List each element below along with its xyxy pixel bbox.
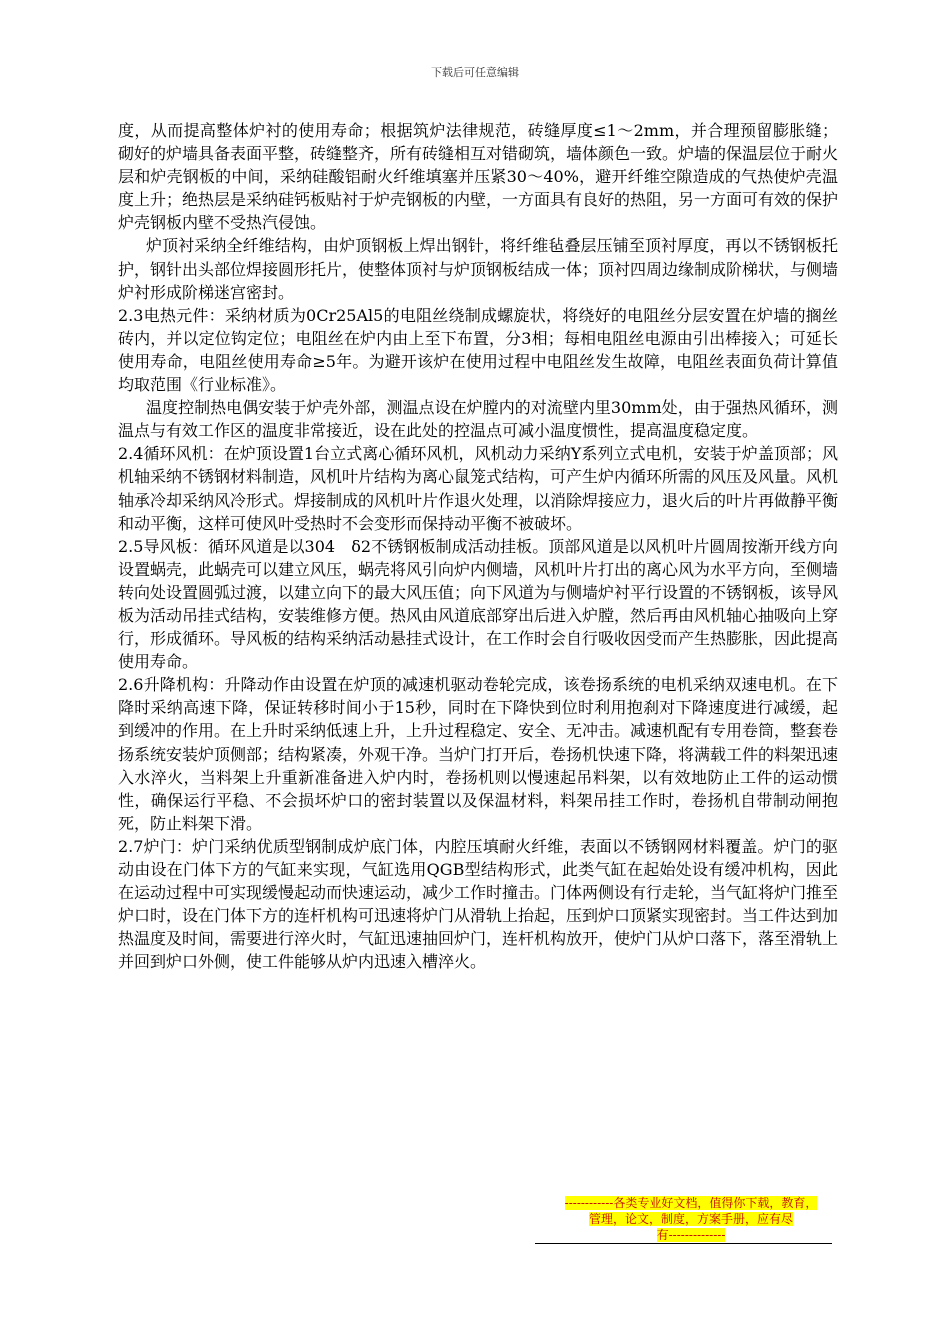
footer-divider	[535, 1243, 832, 1244]
paragraph-2-7-furnace-door: 2.7炉门：炉门采纳优质型钢制成炉底门体，内腔压填耐火纤维，表面以不锈钢网材料覆盖。炉门的驱动由设在门体下方的气缸来实现，气缸选用QGB型结构形式，此类气缸在起始处设有缓冲机构，因此在运动过程中可实现缓慢起动而快速运动，减少工作时撞击。门体两侧设有行走轮，当气缸将炉门推至炉口时，设在门体下方的连杆机构可迅速将炉门从滑轨上抬起，压到炉口顶紧实现密封。当工件达到加热温度及时间，需要进行淬火时，气缸迅速抽回炉门，连杆机构放开，使炉门从炉口落下，落至滑轨上并回到炉口外侧，使工件能够从炉内迅速入槽淬火。	[118, 836, 839, 972]
paragraph-2-5-air-guide-plate: 2.5导风板：循环风道是以304 δ2不锈钢板制成活动挂板。顶部风道是以风机叶片圆周按渐开线方向设置蜗壳，此蜗壳可以建立风压，蜗壳将风引向炉内侧墙，风机叶片打出的离心风为水平方向，至侧墙转向处设置圆弧过渡，以建立向下的最大风压值；向下风道为与侧墙炉衬平行设置的不锈钢板，该导风板为活动吊挂式结构，安装维修方便。热风由风道底部穿出后进入炉膛，然后再由风机轴心抽吸向上穿行，形成循环。导风板的结构采纳活动悬挂式设计，在工作时会自行吸收因受而产生热膨胀，因此提高使用寿命。	[118, 536, 839, 672]
paragraph-lining-continued: 度，从而提高整体炉衬的使用寿命；根据筑炉法律规范，砖缝厚度≤1～2mm，并合理预留膨胀缝；砌好的炉墙具备表面平整，砖缝整齐，所有砖缝相互对错砌筑，墙体颜色一致。炉墙的保温层位于耐火层和炉壳钢板的中间，采纳硅酸铝耐火纤维填塞并压紧30～40%，避开纤维空隙造成的气热使炉壳温度上升；绝热层是采纳硅钙板贴衬于炉壳钢板的内壁，一方面具有良好的热阻，另一方面可有效的保护炉壳钢板内壁不受热汽侵蚀。	[118, 121, 839, 233]
footer-line	[535, 1195, 847, 1211]
paragraph-2-3-heating-elements: 2.3电热元件：采纳材质为0Cr25Al5的电阻丝绕制成螺旋状，将绕好的电阻丝分层安置在炉墙的搁丝砖内，并以定位钩定位；电阻丝在炉内由上至下布置，分3相；每相电阻丝电源由引出棒接入；可延长使用寿命，电阻丝使用寿命≥5年。为避开该炉在使用过程中电阻丝发生故障，电阻丝表面负荷计算值均取范围《行业标准》。	[118, 305, 838, 395]
footer-line-text: 管理，论文，制度，方案手册，应有尽	[588, 1212, 793, 1226]
footer-line	[535, 1227, 847, 1243]
footer-promo-note	[535, 1195, 847, 1243]
paragraph-2-6-lifting-mechanism: 2.6升降机构：升降动作由设置在炉顶的减速机驱动卷轮完成，该卷扬系统的电机采纳双速电机。在下降时采纳高速下降，保证转移时间小于15秒，同时在下降快到位时利用抱刹对下降速度进行减缓，起到缓冲的作用。在上升时采纳低速上升，上升过程稳定、安全、无冲击。减速机配有专用卷筒，整套卷扬系统安装炉顶侧部；结构紧凑，外观干净。当炉门打开后，卷扬机快速下降，将满载工件的料架迅速入水淬火，当料架上升重新准备进入炉内时，卷扬机则以慢速起吊料架，以有效地防止工件的运动惯性，确保运行平稳、不会损坏炉口的密封装置以及保温材料，料架吊挂工作时，卷扬机自带制动闸抱死，防止料架下滑。	[118, 675, 839, 833]
paragraph-2-4-circulation-fan: 2.4循环风机：在炉顶设置1台立式离心循环风机，风机动力采纳Y系列立式电机，安装于炉盖顶部；风机轴采纳不锈钢材料制造，风机叶片结构为离心鼠笼式结构，可产生炉内循环所需的风压及风量。风机轴承冷却采纳风冷形式。焊接制成的风机叶片作退火处理，以消除焊接应力，退火后的叶片再做静平衡和动平衡，这样可使风叶受热时不会变形而保持动平衡不被破坏。	[118, 444, 839, 533]
paragraph-roof-lining: 炉顶衬采纳全纤维结构，由炉顶钢板上焊出钢针，将纤维毡叠层压铺至顶衬厚度，再以不锈钢板托护，钢针出头部位焊接圆形托片，使整体顶衬与炉顶钢板结成一体；顶衬四周边缘制成阶梯状，与侧墙炉衬形成阶梯迷宫密封。	[118, 236, 839, 302]
footer-line	[535, 1211, 847, 1227]
document-body	[118, 119, 838, 973]
page-header: 下载后可任意编辑	[431, 66, 519, 79]
footer-line-text: 有--------------	[656, 1228, 726, 1242]
footer-line-text: ------------各类专业好文档，值得你下载，教育，	[564, 1196, 818, 1210]
paragraph-thermocouple: 温度控制热电偶安装于炉壳外部，测温点设在炉膛内的对流壁内里30mm处，由于强热风循环，测温点与有效工作区的温度非常接近，设在此处的控温点可减小温度惯性，提高温度稳定度。	[118, 398, 838, 441]
